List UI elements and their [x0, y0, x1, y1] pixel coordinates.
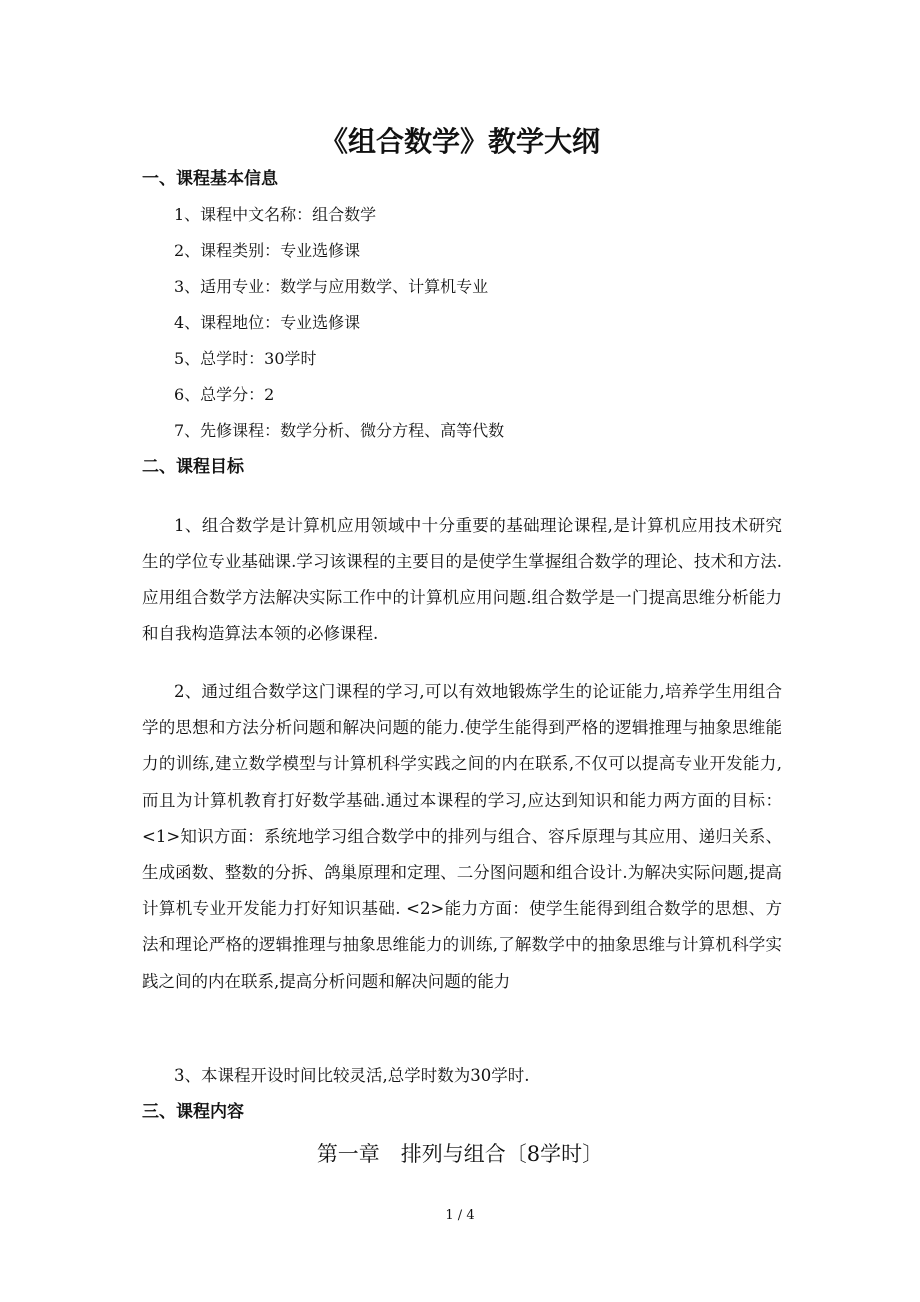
basic-info-item: 5、总学时：30学时 [174, 349, 317, 368]
basic-info-item: 6、总学分：2 [174, 385, 275, 404]
document-title: 《组合数学》教学大纲 [319, 125, 600, 158]
page-number: 1 / 4 [445, 1208, 475, 1223]
section-heading-goals: 二、课程目标 [142, 457, 244, 477]
goal-paragraph-2: 2、通过组合数学这门课程的学习,可以有效地锻炼学生的论证能力,培养学生用组合学的思想和方法分析问题和解决问题的能力.使学生能得到严格的逻辑推理与抽象思维能力的训练,建立数学模型与计算机科学实践之间的内在联系,不仅可以提高专业开发能力,而且为计算机教育打好数学基础.通过本课程的学习,应达到知识和能力两方面的目标：<1>知识方面：系统地学习组合数学中的排列与组合、容斥原理与其应用、递归关系、生成函数、整数的分拆、鸽巢原理和定理、二分图问题和组合设计.为解决实际问题,提高计算机专业开发能力打好知识基础. <2>能力方面：使学生能得到组合数学的思想、方法和理论严格的逻辑推理与抽象思维能力的训练,了解数学中的抽象思维与计算机科学实践之间的内在联系,提高分析问题和解决问题的能力 [142, 682, 782, 991]
basic-info-item: 7、先修课程：数学分析、微分方程、高等代数 [174, 421, 505, 440]
basic-info-item: 1、课程中文名称：组合数学 [174, 205, 377, 224]
goal-paragraph-1: 1、组合数学是计算机应用领域中十分重要的基础理论课程,是计算机应用技术研究生的学位专业基础课.学习该课程的主要目的是使学生掌握组合数学的理论、技术和方法.应用组合数学方法解决实际工作中的计算机应用问题.组合数学是一门提高思维分析能力和自我构造算法本领的必修课程. [142, 516, 782, 643]
goal-paragraph-3: 3、本课程开设时间比较灵活,总学时数为30学时. [174, 1066, 530, 1085]
chapter-heading: 第一章 排列与组合〔8学时〕 [316, 1142, 604, 1166]
section-heading-content: 三、课程内容 [142, 1102, 244, 1122]
section-heading-basic-info: 一、课程基本信息 [142, 169, 278, 189]
basic-info-item: 2、课程类别：专业选修课 [174, 241, 361, 260]
basic-info-item: 4、课程地位：专业选修课 [174, 313, 361, 332]
basic-info-item: 3、适用专业：数学与应用数学、计算机专业 [174, 277, 489, 296]
